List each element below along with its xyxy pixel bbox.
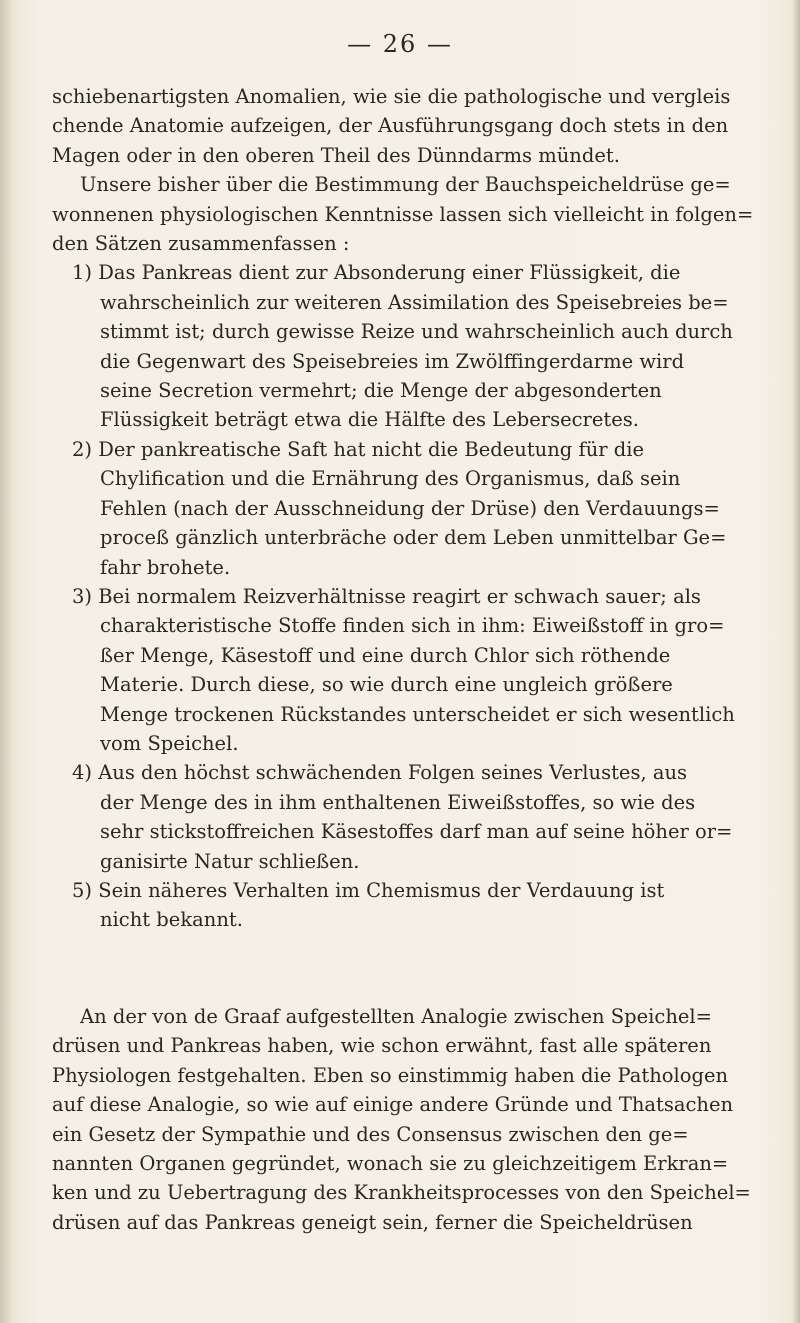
list-item-3 [52,582,762,758]
final-text [52,1002,762,1237]
text-line: 5) Sein näheres Verhalten im Chemismus der Verdauung ist [72,878,665,902]
page-edge-shadow [792,0,800,1323]
text-line: Flüssigkeit beträgt etwa die Hälfte des Lebersecretes. [100,408,639,432]
text-line: 1) Das Pankreas dient zur Absonderung einer Flüssigkeit, die [72,261,681,285]
text-line: fahr brohete. [100,555,231,579]
page-number: — 26 — [347,30,453,58]
text-line: 3) Bei normalem Reizverhältnisse reagirt er schwach sauer; als [72,584,701,608]
text-line: der Menge des in ihm enthaltenen Eiweißstoffes, so wie des [100,790,696,814]
list-item-5 [52,876,762,935]
text-line: auf diese Analogie, so wie auf einige andere Gründe und Thatsachen [52,1093,734,1117]
text-line: Physiologen festgehalten. Eben so einstimmig haben die Pathologen [52,1063,729,1087]
text-line: 4) Aus den höchst schwächenden Folgen seines Verlustes, aus [72,761,688,785]
list-item-2 [52,435,762,582]
text-line: Unsere bisher über die Bestimmung der Bauchspeicheldrüse ge= [80,173,731,197]
text-line: Menge trockenen Rückstandes unterscheidet er sich wesentlich [100,702,735,726]
text-line: wonnenen physiologischen Kenntnisse lassen sich vielleicht in folgen= [52,202,754,226]
text-line: Magen oder in den oberen Theil des Dünndarms mündet. [52,143,620,167]
text-line: den Sätzen zusammenfassen : [52,232,350,256]
text-line: charakteristische Stoffe finden sich in ihm: Eiweißstoff in gro= [100,614,725,638]
text-line: ken und zu Uebertragung des Krankheitsprocesses von den Speichel= [52,1181,751,1205]
text-line: die Gegenwart des Speisebreies im Zwölffingerdarme wird [100,349,685,373]
text-line: ganisirte Natur schließen. [100,849,360,873]
text-line: Chylification und die Ernährung des Organismus, daß sein [100,467,681,491]
text-line: nannten Organen gegründet, wonach sie zu gleichzeitigem Erkran= [52,1152,729,1176]
text-line: drüsen und Pankreas haben, wie schon erwähnt, fast alle späteren [52,1034,712,1058]
text-line: vom Speichel. [100,731,239,755]
text-line: Materie. Durch diese, so wie durch eine ungleich größere [100,673,673,697]
main-text [52,82,762,935]
text-line: ßer Menge, Käsestoff und eine durch Chlor sich röthende [100,643,671,667]
text-line: chende Anatomie aufzeigen, der Ausführungsgang doch stets in den [52,114,729,138]
text-line: 2) Der pankreatische Saft hat nicht die Bedeutung für die [72,437,645,461]
page-binding-shadow [0,0,14,1323]
list-item-1 [52,258,762,434]
text-line: wahrscheinlich zur weiteren Assimilation des Speisebreies be= [100,290,729,314]
text-line: nicht bekannt. [100,908,243,932]
text-line: An der von de Graaf aufgestellten Analogie zwischen Speichel= [80,1005,712,1028]
text-line: stimmt ist; durch gewisse Reize und wahrscheinlich auch durch [100,320,733,344]
intro-paragraph [52,82,762,258]
text-line: Fehlen (nach der Ausschneidung der Drüse) den Verdauungs= [100,496,720,520]
final-paragraph [52,1002,762,1237]
list-item-4 [52,758,762,876]
text-line: seine Secretion vermehrt; die Menge der abgesonderten [100,379,662,403]
text-line: drüsen auf das Pankreas geneigt sein, ferner die Speicheldrüsen [52,1210,693,1234]
text-line: schiebenartigsten Anomalien, wie sie die pathologische und vergleis [52,85,731,108]
text-line: proceß gänzlich unterbräche oder dem Leben unmittelbar Ge= [100,526,727,550]
text-line: sehr stickstoffreichen Käsestoffes darf man auf seine höher or= [100,820,733,844]
text-line: ein Gesetz der Sympathie und des Consensus zwischen den ge= [52,1122,689,1146]
